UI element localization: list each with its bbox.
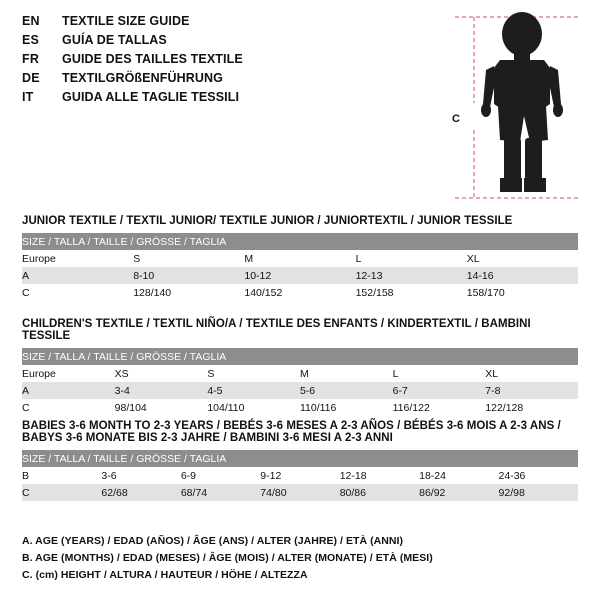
lang-code-it: IT xyxy=(22,90,34,104)
row-label: B xyxy=(22,467,101,484)
cell-value: 7-8 xyxy=(485,382,578,399)
cell-value: 86/92 xyxy=(419,484,498,501)
cell-value: 158/170 xyxy=(467,284,578,301)
cell-value: L xyxy=(393,365,486,382)
header-row-fr xyxy=(22,52,442,71)
cell-value: S xyxy=(207,365,300,382)
cell-value: 6-9 xyxy=(181,467,260,484)
legend xyxy=(22,533,578,584)
table-row xyxy=(22,467,578,484)
section-children xyxy=(22,318,578,416)
cell-value: M xyxy=(244,250,355,267)
row-label: C xyxy=(22,284,133,301)
figure-label-c: C xyxy=(452,113,460,125)
header-text-de: TEXTILGRÖßENFÜHRUNG xyxy=(62,71,223,85)
row-label: A xyxy=(22,382,115,399)
cell-value: 98/104 xyxy=(115,399,208,416)
table-header-row xyxy=(22,450,578,467)
table-row xyxy=(22,284,578,301)
cell-value: 6-7 xyxy=(393,382,486,399)
cell-value: 62/68 xyxy=(101,484,180,501)
cell-value: 9-12 xyxy=(260,467,339,484)
table-header-row xyxy=(22,233,578,250)
cell-value: 140/152 xyxy=(244,284,355,301)
table-row xyxy=(22,250,578,267)
header-text-en: TEXTILE SIZE GUIDE xyxy=(62,14,190,28)
cell-value: 74/80 xyxy=(260,484,339,501)
cell-value: XL xyxy=(467,250,578,267)
header-row-es xyxy=(22,33,442,52)
cell-value: 80/86 xyxy=(340,484,419,501)
row-label: C xyxy=(22,399,115,416)
cell-value: 24-36 xyxy=(499,467,578,484)
measurement-figure xyxy=(452,8,592,203)
section-children-table xyxy=(22,348,578,416)
header-text-fr: GUIDE DES TAILLES TEXTILE xyxy=(62,52,243,66)
table-row xyxy=(22,267,578,284)
section-junior-table xyxy=(22,233,578,301)
cell-value: 68/74 xyxy=(181,484,260,501)
cell-value: 110/116 xyxy=(300,399,393,416)
legend-line-b: B. AGE (MONTHS) / EDAD (MESES) / ÂGE (MOIS) / ALTER (MONATE) / ETÀ (MESI) xyxy=(22,552,433,564)
table-row xyxy=(22,382,578,399)
cell-value: 12-13 xyxy=(356,267,467,284)
cell-value: 5-6 xyxy=(300,382,393,399)
size-header-label: SIZE / TALLA / TAILLE / GRÖSSE / TAGLIA xyxy=(22,450,578,467)
section-junior xyxy=(22,215,578,301)
row-label: Europe xyxy=(22,365,115,382)
cell-value: 122/128 xyxy=(485,399,578,416)
toddler-silhouette-icon xyxy=(452,8,592,203)
header-row-it xyxy=(22,90,442,109)
cell-value: 18-24 xyxy=(419,467,498,484)
table-header-row xyxy=(22,348,578,365)
section-babies xyxy=(22,420,578,501)
size-header-label: SIZE / TALLA / TAILLE / GRÖSSE / TAGLIA xyxy=(22,233,578,250)
section-babies-table xyxy=(22,450,578,501)
table-row xyxy=(22,365,578,382)
table-row xyxy=(22,484,578,501)
lang-code-de: DE xyxy=(22,71,40,85)
lang-code-fr: FR xyxy=(22,52,40,66)
row-label: A xyxy=(22,267,133,284)
language-header xyxy=(22,14,442,109)
section-junior-title: JUNIOR TEXTILE / TEXTIL JUNIOR/ TEXTILE JUNIOR / JUNIORTEXTIL / JUNIOR TESSILE xyxy=(22,215,513,227)
section-babies-title-line2: BABYS 3-6 MONATE BIS 2-3 JAHRE / BAMBINI 3-6 MESI A 2-3 ANNI xyxy=(22,432,393,444)
cell-value: M xyxy=(300,365,393,382)
legend-line-a: A. AGE (YEARS) / EDAD (AÑOS) / ÂGE (ANS) / ALTER (JAHRE) / ETÀ (ANNI) xyxy=(22,535,404,547)
cell-value: 4-5 xyxy=(207,382,300,399)
lang-code-en: EN xyxy=(22,14,40,28)
cell-value: 152/158 xyxy=(356,284,467,301)
cell-value: 12-18 xyxy=(340,467,419,484)
row-label: Europe xyxy=(22,250,133,267)
header-row-de xyxy=(22,71,442,90)
cell-value: 3-6 xyxy=(101,467,180,484)
cell-value: S xyxy=(133,250,244,267)
section-children-title: CHILDREN'S TEXTILE / TEXTIL NIÑO/A / TEXTILE DES ENFANTS / KINDERTEXTIL / BAMBINI TESSILE xyxy=(22,318,531,342)
row-label: C xyxy=(22,484,101,501)
header-row-en xyxy=(22,14,442,33)
table-row xyxy=(22,399,578,416)
cell-value: L xyxy=(356,250,467,267)
cell-value: 14-16 xyxy=(467,267,578,284)
header-text-it: GUIDA ALLE TAGLIE TESSILI xyxy=(62,90,240,104)
header-text-es: GUÍA DE TALLAS xyxy=(62,33,167,47)
size-header-label: SIZE / TALLA / TAILLE / GRÖSSE / TAGLIA xyxy=(22,348,578,365)
lang-code-es: ES xyxy=(22,33,40,47)
cell-value: XS xyxy=(115,365,208,382)
cell-value: 10-12 xyxy=(244,267,355,284)
cell-value: 128/140 xyxy=(133,284,244,301)
cell-value: 92/98 xyxy=(499,484,578,501)
cell-value: XL xyxy=(485,365,578,382)
cell-value: 8-10 xyxy=(133,267,244,284)
section-babies-title: BABIES 3-6 MONTH TO 2-3 YEARS / BEBÉS 3-6 MESES A 2-3 AÑOS / BÉBÉS 3-6 MOIS A 2-3 ANS / xyxy=(22,420,561,432)
cell-value: 104/110 xyxy=(207,399,300,416)
legend-line-c: C. (cm) HEIGHT / ALTURA / HAUTEUR / HÖHE / ALTEZZA xyxy=(22,569,308,581)
cell-value: 116/122 xyxy=(393,399,486,416)
cell-value: 3-4 xyxy=(115,382,208,399)
